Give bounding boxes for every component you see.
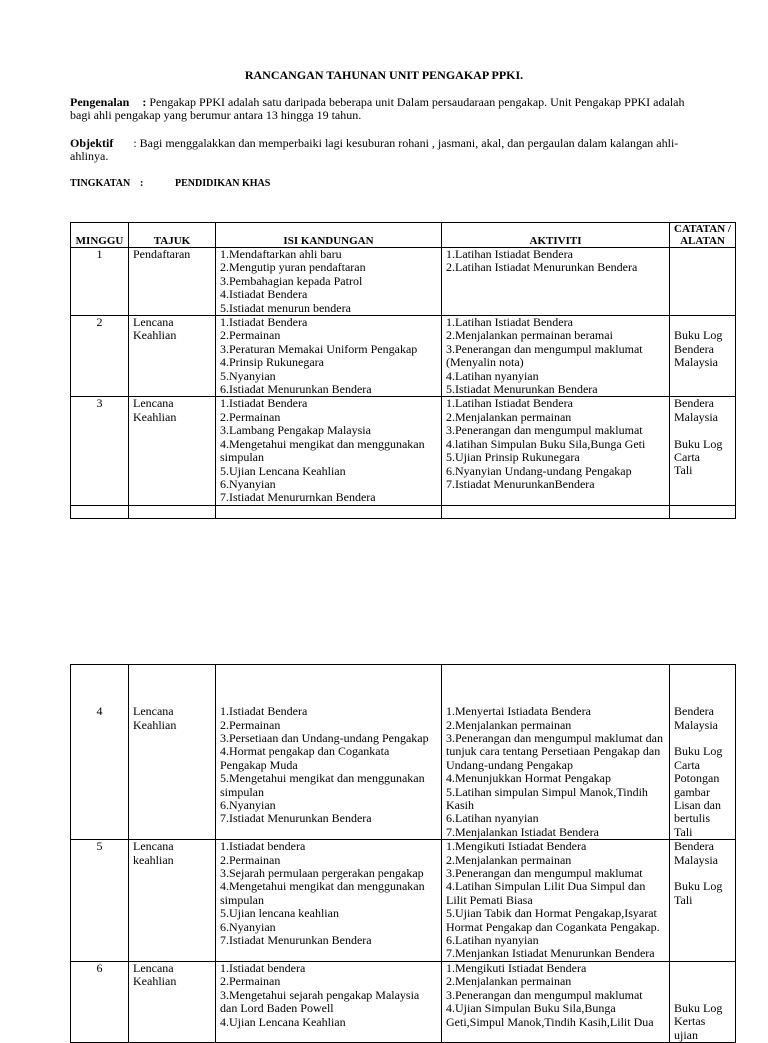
isi-line: 2.Permainan (220, 328, 281, 343)
isi-line: 3.Sejarah permulaan pergerakan pengakap (220, 866, 424, 881)
cell-aktiviti (442, 840, 670, 962)
isi-line: 5.Ujian lencana keahlian (220, 906, 339, 921)
empty-cell (216, 505, 442, 518)
header-aktiviti: AKTIVITI (442, 223, 670, 248)
isi-line: 1.Istiadat Bendera (220, 315, 308, 330)
catatan-line: Bendera (674, 341, 714, 356)
catatan-line: Tali (674, 824, 693, 839)
isi-line: 3.Pembahagian kepada Patrol (220, 273, 363, 288)
isi-line: 5.Ujian Lencana Keahlian (220, 463, 346, 478)
catatan-line: Kertas (674, 1014, 706, 1029)
header-isi: ISI KANDUNGAN (216, 223, 442, 248)
aktiviti-line: 6.Latihan nyanyian (446, 933, 539, 948)
objektif-paragraph (70, 137, 700, 164)
aktiviti-line: 5.Ujian Tabik dan Hormat Pengakap,Isyarat Hormat Pengakap dan Cogankata Pengakap. (446, 906, 660, 934)
isi-line: 1.Istiadat bendera (220, 839, 306, 854)
cell-aktiviti (442, 316, 670, 397)
tajuk-line: Lencana (133, 315, 174, 330)
isi-line: 2.Permainan (220, 717, 281, 732)
pengenalan-text: Pengakap PPKI adalah satu daripada beberapa unit Dalam persaudaraan pengakap. Unit Pengakap PPKI adalah bagi ahli pengakap yang berumur antara 13 hingga 19 tahun. (70, 95, 685, 123)
catatan-line: Bendera (674, 396, 714, 411)
cell-minggu (71, 316, 129, 397)
catatan-line (674, 962, 731, 975)
pengenalan-label: Pengenalan (70, 95, 130, 109)
aktiviti-line: 4.latihan Simpulan Buku Sila,Bunga Geti (446, 436, 646, 451)
aktiviti-line: 4.Latihan Simpulan Lilit Dua Simpul dan Lilit Pemati Biasa (446, 879, 646, 907)
cell-catatan (670, 961, 736, 1042)
empty-cell (129, 505, 216, 518)
aktiviti-line: 6.Latihan nyanyian (446, 811, 539, 826)
catatan-line: Potongan gambar (674, 771, 720, 799)
minggu-value: 1 (96, 247, 103, 261)
table-row (71, 316, 736, 397)
isi-line: 2.Permainan (220, 409, 281, 424)
aktiviti-line: 3.Penerangan dan mengumpul maklumat (446, 341, 643, 356)
aktiviti-line: (Menyalin nota) (446, 355, 524, 370)
isi-line: 1.Istiadat Bendera (220, 704, 308, 719)
minggu-value: 6 (96, 961, 103, 975)
cell-catatan (670, 665, 736, 840)
cell-tajuk (129, 840, 216, 962)
catatan-line (674, 424, 731, 437)
isi-line: 5.Istiadat menurun bendera (220, 300, 351, 315)
tajuk-line: keahlian (133, 852, 174, 867)
minggu-value: 3 (96, 396, 103, 411)
tingkatan-label: TINGKATAN (70, 178, 131, 189)
plan-table-2 (70, 664, 736, 1043)
isi-line: 6.Nyanyian (220, 476, 276, 491)
catatan-line (674, 867, 731, 880)
isi-line: 7.Istiadat Menururnkan Bendera (220, 490, 376, 505)
catatan-line: Malaysia (674, 409, 718, 424)
aktiviti-line: 3.Penerangan dan mengumpul maklumat (446, 866, 643, 881)
aktiviti-line: 3.Penerangan dan mengumpul maklumat dan tunjuk cara tentang Persetiaan Pengakap dan Undang-undang Pengakap (446, 730, 663, 772)
cell-minggu (71, 248, 129, 316)
tajuk-line: Keahlian (133, 328, 177, 343)
catatan-line: Tali (674, 463, 693, 478)
tajuk-line: Pendaftaran (133, 247, 191, 261)
cell-minggu (71, 665, 129, 840)
pengenalan-sep: : (142, 95, 147, 109)
aktiviti-line: 7.Menjankan Istiadat Menurunkan Bendera (446, 946, 655, 961)
cell-isi (216, 248, 442, 316)
aktiviti-line: 1.Latihan Istiadat Bendera (446, 396, 573, 411)
tajuk-line: Keahlian (133, 974, 177, 989)
isi-line: 3.Persetiaan dan Undang-undang Pengakap (220, 730, 429, 745)
aktiviti-line: 4.Latihan nyanyian (446, 368, 539, 383)
catatan-line: ujian (674, 1027, 698, 1042)
catatan-line: Malaysia (674, 355, 718, 370)
catatan-line: Buku Log (674, 744, 723, 759)
empty-cell (442, 505, 670, 518)
isi-line: 2.Mengutip yuran pendaftaran (220, 260, 366, 275)
empty-cell (670, 505, 736, 518)
isi-line: 6.Istiadat Menurunkan Bendera (220, 382, 372, 397)
cell-tajuk (129, 397, 216, 505)
cell-minggu (71, 961, 129, 1042)
aktiviti-line: 4.Menunjukkan Hormat Pengakap (446, 771, 611, 786)
isi-line: 4.Mengetahui mengikat dan menggunakan simpulan (220, 436, 425, 465)
catatan-line (674, 975, 731, 988)
table-row (71, 397, 736, 505)
catatan-line: Buku Log (674, 879, 723, 894)
aktiviti-line: 5.Latihan simpulan Simpul Manok,Tindih Kasih (446, 784, 648, 813)
cell-catatan (670, 840, 736, 962)
isi-line: 2.Permainan (220, 974, 281, 989)
cell-isi (216, 316, 442, 397)
aktiviti-line: 2.Menjalankan permainan (446, 717, 572, 732)
isi-line: 6.Nyanyian (220, 798, 276, 813)
isi-line: 1.Mendaftarkan ahli baru (220, 247, 342, 261)
cell-isi (216, 665, 442, 840)
isi-line: 4.Istiadat Bendera (220, 287, 308, 302)
objektif-text: : Bagi menggalakkan dan memperbaiki lagi kesuburan rohani , jasmani, akal, dan pergaulan dalam kalangan ahli-ahlinya. (70, 136, 679, 164)
aktiviti-line: 2.Menjalankan permainan (446, 409, 572, 424)
isi-line: 7.Istiadat Menurunkan Bendera (220, 933, 372, 948)
isi-line: 7.Istiadat Menurunkan Bendera (220, 811, 372, 826)
catatan-line: Bendera (674, 704, 714, 719)
aktiviti-line: 4.Ujian Simpulan Buku Sila,Bunga Geti,Simpul Manok,Tindih Kasih,Lilit Dua (446, 1001, 654, 1029)
cell-aktiviti (442, 397, 670, 505)
aktiviti-line: 5.Istiadat Menurunkan Bendera (446, 382, 598, 397)
pengenalan-paragraph (70, 96, 700, 123)
isi-line: 3.Lambang Pengakap Malaysia (220, 423, 371, 438)
aktiviti-line: 2.Menjalankan permainan beramai (446, 328, 613, 343)
empty-cell (71, 505, 129, 518)
catatan-line: Lisan dan bertulis (674, 798, 721, 826)
aktiviti-line: 3.Penerangan dan mengumpul maklumat (446, 423, 643, 438)
minggu-value: 5 (96, 839, 103, 854)
cell-tajuk (129, 248, 216, 316)
tajuk-line: Keahlian (133, 409, 177, 424)
cell-aktiviti (442, 248, 670, 316)
minggu-value: 4 (96, 704, 103, 719)
catatan-line (674, 316, 731, 329)
aktiviti-line: 1.Mengikuti Istiadat Bendera (446, 839, 587, 854)
tingkatan-line (70, 177, 270, 190)
isi-line: 6.Nyanyian (220, 919, 276, 934)
header-minggu: MINGGU (71, 223, 129, 248)
catatan-line: Malaysia (674, 852, 718, 867)
cell-catatan (670, 248, 736, 316)
catatan-line: Buku Log (674, 1001, 723, 1016)
plan-table-1 (70, 222, 736, 519)
aktiviti-line: 1.Menyertai Istiadata Bendera (446, 704, 591, 719)
objektif-label: Objektif (70, 136, 114, 150)
isi-line: 5.Nyanyian (220, 368, 276, 383)
aktiviti-line: 5.Ujian Prinsip Rukunegara (446, 450, 580, 465)
cell-catatan (670, 397, 736, 505)
aktiviti-line: 2.Menjalankan permainan (446, 974, 572, 989)
empty-row (71, 505, 736, 518)
catatan-line: Tali (674, 892, 693, 907)
tajuk-line: Lencana (133, 704, 174, 719)
cell-minggu (71, 840, 129, 962)
table-header-row (71, 223, 736, 248)
tajuk-line: Keahlian (133, 717, 177, 732)
minggu-value: 2 (96, 315, 103, 330)
table-row (71, 961, 736, 1042)
isi-line: 5.Mengetahui mengikat dan menggunakan simpulan (220, 771, 425, 799)
aktiviti-line: 7.Istiadat MenurunkanBendera (446, 476, 595, 491)
tajuk-line: Lencana (133, 396, 174, 411)
isi-line: 4.Prinsip Rukunegara (220, 355, 324, 370)
cell-tajuk (129, 665, 216, 840)
catatan-line: Carta (674, 757, 700, 772)
catatan-line (674, 989, 731, 1002)
table-row (71, 840, 736, 962)
catatan-line: Carta (674, 450, 700, 465)
cell-isi (216, 840, 442, 962)
isi-line: 3.Mengetahui sejarah pengakap Malaysia dan Lord Baden Powell (220, 987, 420, 1016)
isi-line: 1.Istiadat Bendera (220, 396, 308, 411)
aktiviti-line: 1.Latihan Istiadat Bendera (446, 247, 573, 261)
catatan-line: Malaysia (674, 717, 718, 732)
isi-line: 3.Peraturan Memakai Uniform Pengakap (220, 341, 418, 356)
catatan-line: Bendera (674, 839, 714, 854)
aktiviti-line: 6.Nyanyian Undang-undang Pengakap (446, 463, 632, 478)
tingkatan-sep: : (140, 178, 144, 189)
table-row (71, 248, 736, 316)
cell-isi (216, 961, 442, 1042)
aktiviti-line: 2.Latihan Istiadat Menurunkan Bendera (446, 260, 638, 275)
isi-line: 4.Hormat pengakap dan Cogankata Pengakap Muda (220, 744, 390, 772)
catatan-line (674, 732, 731, 745)
aktiviti-line: 1.Mengikuti Istiadat Bendera (446, 961, 587, 975)
isi-line: 4.Ujian Lencana Keahlian (220, 1014, 346, 1029)
isi-line: 2.Permainan (220, 852, 281, 867)
cell-tajuk (129, 316, 216, 397)
document-title: RANCANGAN TAHUNAN UNIT PENGAKAP PPKI. (244, 68, 524, 82)
tingkatan-value: PENDIDIKAN KHAS (175, 178, 271, 189)
cell-aktiviti (442, 961, 670, 1042)
cell-isi (216, 397, 442, 505)
aktiviti-line: 3.Penerangan dan mengumpul maklumat (446, 987, 643, 1002)
catatan-line: Buku Log (674, 328, 723, 343)
tajuk-line: Lencana (133, 839, 174, 854)
header-tajuk: TAJUK (129, 223, 216, 248)
cell-aktiviti (442, 665, 670, 840)
aktiviti-line: 1.Latihan Istiadat Bendera (446, 315, 573, 330)
cell-catatan (670, 316, 736, 397)
table-row (71, 665, 736, 840)
aktiviti-line: 2.Menjalankan permainan (446, 852, 572, 867)
cell-tajuk (129, 961, 216, 1042)
aktiviti-line: 7.Menjalankan Istiadat Bendera (446, 824, 599, 839)
isi-line: 4.Mengetahui mengikat dan menggunakan simpulan (220, 879, 425, 907)
catatan-line: Buku Log (674, 436, 723, 451)
isi-line: 1.Istiadat bendera (220, 961, 306, 975)
header-catatan: CATATAN / ALATAN (670, 223, 736, 248)
cell-minggu (71, 397, 129, 505)
tajuk-line: Lencana (133, 961, 174, 975)
